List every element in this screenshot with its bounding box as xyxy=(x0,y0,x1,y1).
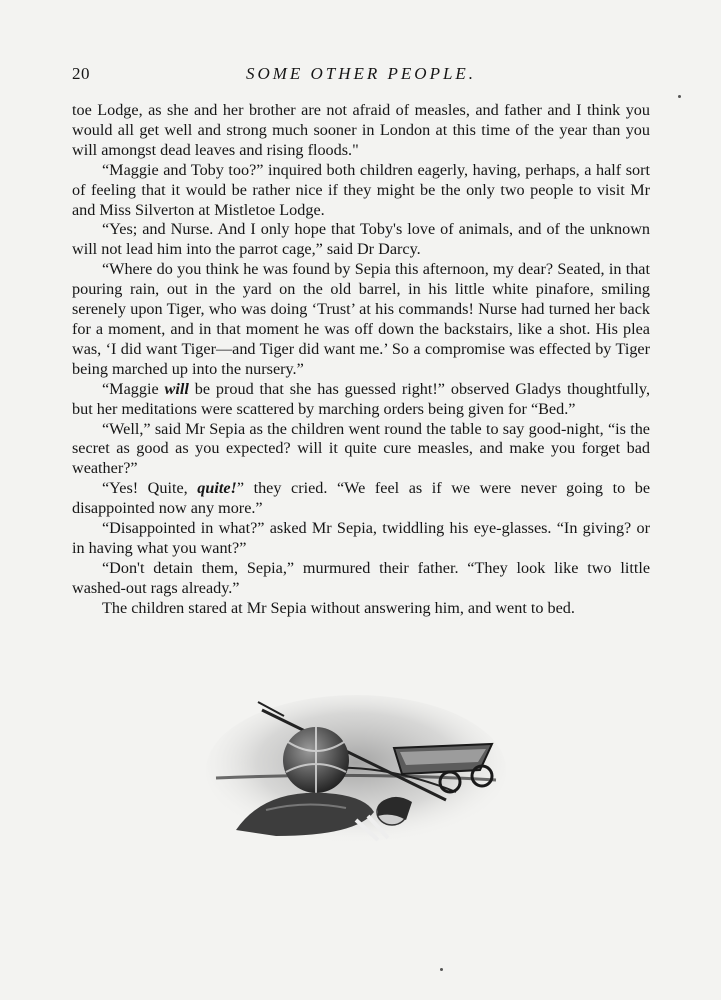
running-title: SOME OTHER PEOPLE. xyxy=(245,64,477,83)
paragraph-text: ” they cried. “We feel as if we were never going to be disappointed now any more.” xyxy=(72,479,651,518)
paragraph: “Maggie and Toby too?” inquired both children eagerly, having, perhaps, a half sort of feeling that it would be rather nice if they might be the only two people to visit Mr and Miss Silverton at Mistletoe Lodge. xyxy=(72,160,650,219)
paragraph: “Disappointed in what?” asked Mr Sepia, twiddling his eye-glasses. “In giving? or in having what you want?” xyxy=(72,519,650,557)
paragraph-text: “Maggie xyxy=(102,379,165,398)
paragraph xyxy=(72,479,650,519)
paragraph: “Where do you think he was found by Sepia this afternoon, my dear? Seated, in that pouring rain, out in the yard on the old barrel, in his little white pinafore, smiling serenely upon Tiger, who was doing ‘Trust’ at his commands! Nurse had turned her back for a moment, and in that moment he was off down the backstairs, like a shot. His plea was, ‘I did want Tiger—and Tiger did want me.’ So a compromise was effected by Tiger being marched up into the nursery.” xyxy=(72,260,650,378)
paragraph: “Well,” said Mr Sepia as the children went round the table to say good-night, “is the secret as good as you expected? will it quite cure measles, and make you forget bad weather?” xyxy=(72,419,650,478)
toys-vignette-illustration xyxy=(206,690,506,850)
emphasis-text: will xyxy=(164,379,189,398)
print-speck xyxy=(440,968,443,971)
print-speck xyxy=(678,95,681,98)
page-header xyxy=(72,64,650,88)
paragraph: toe Lodge, as she and her brother are not afraid of measles, and father and I think you would all get well and strong much sooner in London at this time of the year than you will amongst dead leaves and rising floods." xyxy=(72,101,650,159)
emphasis-text: quite! xyxy=(197,479,237,498)
body-text xyxy=(72,101,650,619)
paragraph xyxy=(72,380,650,420)
page-number: 20 xyxy=(72,64,90,83)
paragraph: The children stared at Mr Sepia without answering him, and went to bed. xyxy=(102,598,575,617)
paragraph: “Don't detain them, Sepia,” murmured their father. “They look like two little washed-out rags already.” xyxy=(72,558,650,597)
paragraph: “Yes; and Nurse. And I only hope that Toby's love of animals, and of the unknown will not lead him into the parrot cage,” said Dr Darcy. xyxy=(72,220,650,259)
paragraph-text: “Yes! Quite, xyxy=(102,479,198,498)
paragraph-text: be proud that she has guessed right!” observed Gladys thoughtfully, but her meditations were scattered by marching orders being given for “Bed.” xyxy=(72,379,650,418)
